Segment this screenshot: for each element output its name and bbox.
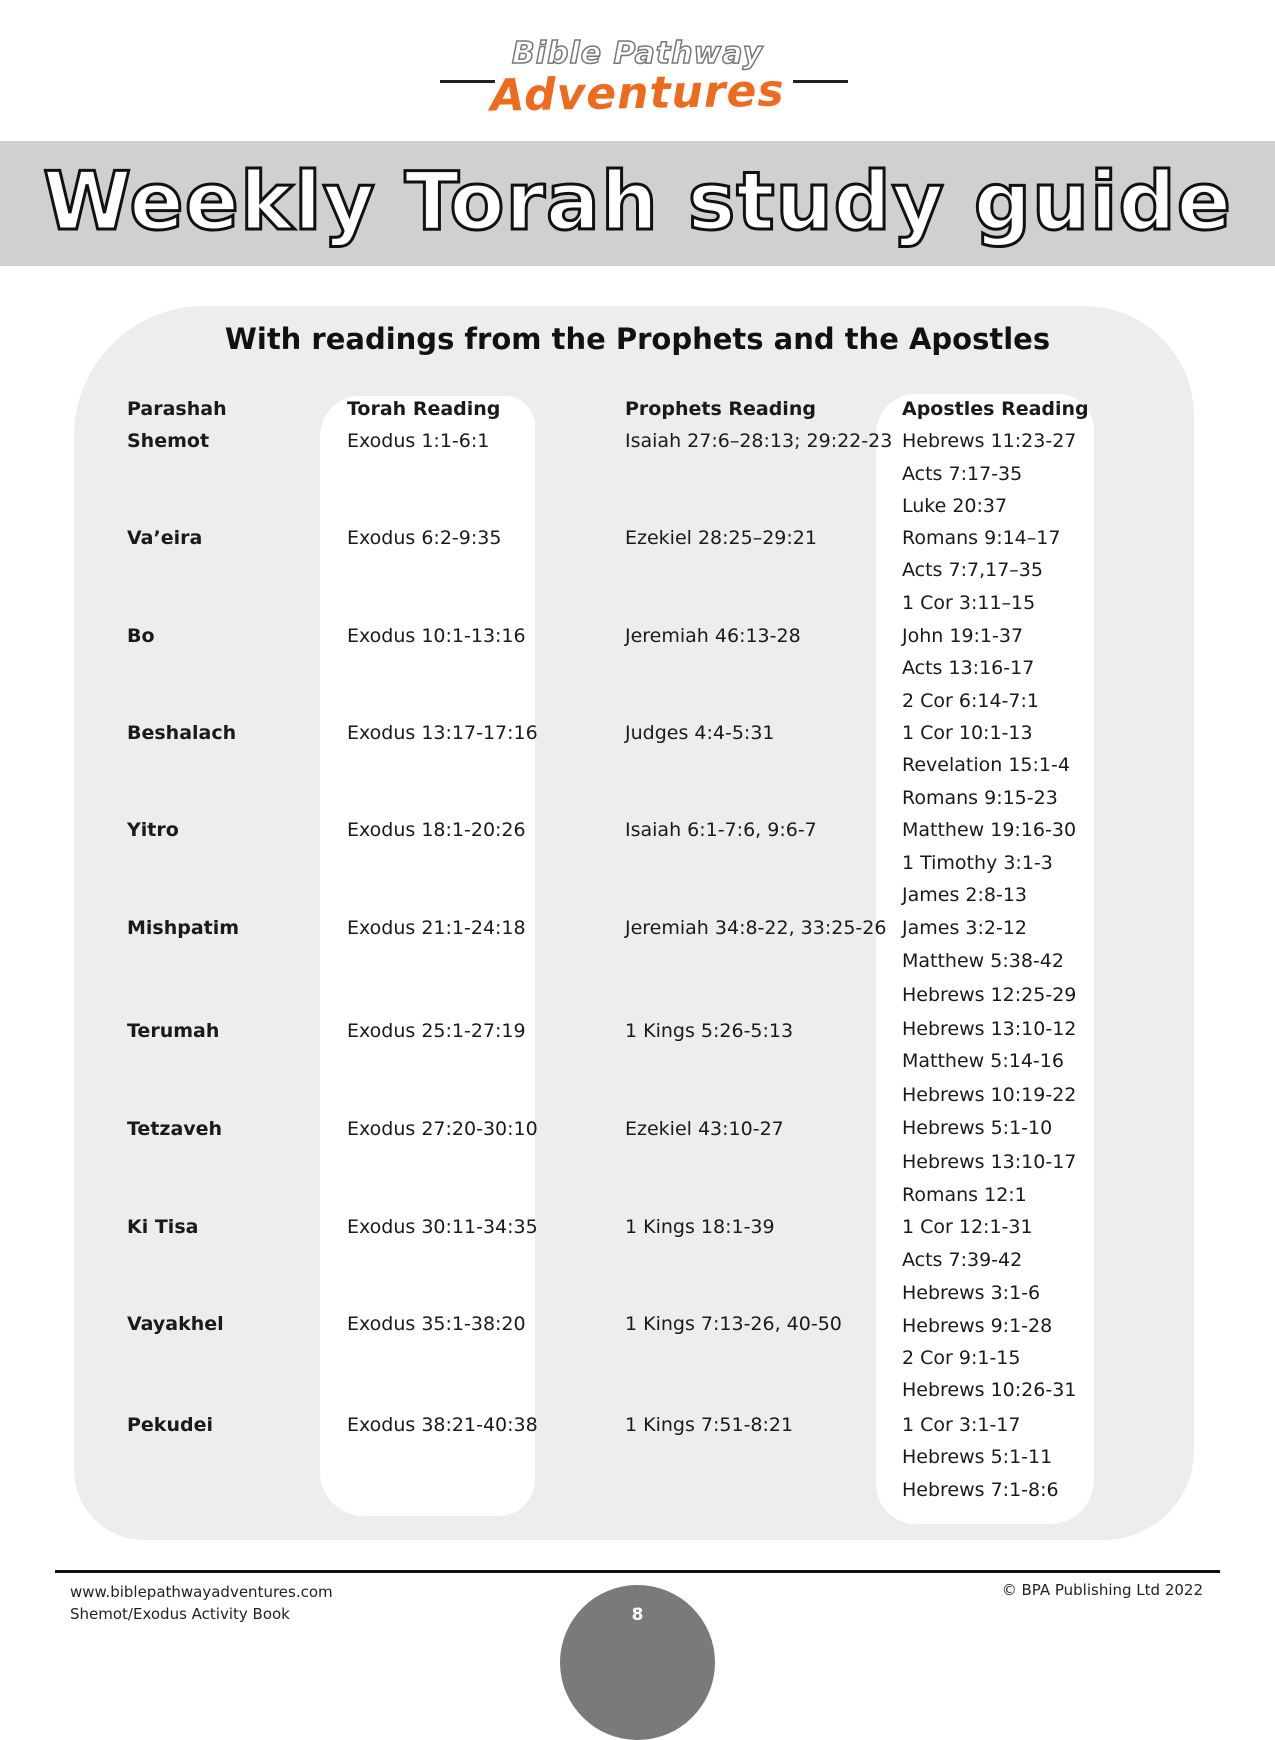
parashah-name: Beshalach bbox=[127, 722, 237, 744]
apostles-reading: James 3:2-12 bbox=[902, 917, 1027, 939]
prophets-reading: 1 Kings 7:51-8:21 bbox=[625, 1414, 794, 1436]
apostles-reading: Revelation 15:1-4 bbox=[902, 754, 1070, 776]
prophets-reading: Ezekiel 28:25–29:21 bbox=[625, 527, 817, 549]
apostles-reading: Hebrews 5:1-10 bbox=[902, 1117, 1053, 1139]
header-torah: Torah Reading bbox=[347, 398, 501, 420]
header-prophets: Prophets Reading bbox=[625, 398, 816, 420]
apostles-reading: Acts 13:16-17 bbox=[902, 657, 1035, 679]
apostles-reading: 1 Timothy 3:1-3 bbox=[902, 852, 1053, 874]
apostles-reading: 2 Cor 6:14-7:1 bbox=[902, 690, 1039, 712]
apostles-reading: 1 Cor 10:1-13 bbox=[902, 722, 1033, 744]
title-banner bbox=[0, 141, 1275, 266]
page-number: 8 bbox=[631, 1605, 644, 1625]
apostles-reading: 1 Cor 12:1-31 bbox=[902, 1216, 1033, 1238]
apostles-reading: 2 Cor 9:1-15 bbox=[902, 1347, 1021, 1369]
torah-reading: Exodus 13:17-17:16 bbox=[347, 722, 538, 744]
apostles-reading: John 19:1-37 bbox=[902, 625, 1024, 647]
parashah-name: Bo bbox=[127, 625, 155, 647]
apostles-reading: Luke 20:37 bbox=[902, 495, 1008, 517]
parashah-name: Tetzaveh bbox=[127, 1118, 223, 1140]
logo-line-2: Adventures bbox=[489, 65, 785, 122]
prophets-reading: Jeremiah 46:13-28 bbox=[625, 625, 801, 647]
footer-copyright: © BPA Publishing Ltd 2022 bbox=[1001, 1581, 1203, 1599]
apostles-reading: Acts 7:17-35 bbox=[902, 463, 1023, 485]
torah-reading: Exodus 30:11-34:35 bbox=[347, 1216, 538, 1238]
torah-column-highlight bbox=[320, 396, 535, 1516]
apostles-reading: James 2:8-13 bbox=[902, 884, 1027, 906]
apostles-reading: Hebrews 3:1-6 bbox=[902, 1282, 1041, 1304]
apostles-reading: Acts 7:39-42 bbox=[902, 1249, 1023, 1271]
parashah-name: Ki Tisa bbox=[127, 1216, 199, 1238]
parashah-name: Vayakhel bbox=[127, 1313, 224, 1335]
apostles-reading: Hebrews 12:25-29 bbox=[902, 984, 1077, 1006]
prophets-reading: Judges 4:4-5:31 bbox=[625, 722, 775, 744]
torah-reading: Exodus 21:1-24:18 bbox=[347, 917, 526, 939]
prophets-reading: 1 Kings 7:13-26, 40-50 bbox=[625, 1313, 842, 1335]
apostles-reading: Matthew 19:16-30 bbox=[902, 819, 1077, 841]
torah-reading: Exodus 25:1-27:19 bbox=[347, 1020, 526, 1042]
torah-reading: Exodus 27:20-30:10 bbox=[347, 1118, 538, 1140]
prophets-reading: Isaiah 27:6–28:13; 29:22-23 bbox=[625, 430, 893, 452]
parashah-name: Pekudei bbox=[127, 1414, 213, 1436]
parashah-name: Yitro bbox=[127, 819, 179, 841]
prophets-reading: Ezekiel 43:10-27 bbox=[625, 1118, 784, 1140]
torah-reading: Exodus 1:1-6:1 bbox=[347, 430, 490, 452]
apostles-reading: Romans 9:15-23 bbox=[902, 787, 1058, 809]
apostles-reading: Hebrews 11:23-27 bbox=[902, 430, 1077, 452]
apostles-reading: Hebrews 7:1-8:6 bbox=[902, 1479, 1059, 1501]
footer-divider bbox=[55, 1570, 1220, 1573]
apostles-reading: 1 Cor 3:11–15 bbox=[902, 592, 1036, 614]
apostles-reading: Hebrews 13:10-17 bbox=[902, 1151, 1077, 1173]
footer-left bbox=[70, 1581, 333, 1625]
apostles-reading: Hebrews 10:26-31 bbox=[902, 1379, 1077, 1401]
parashah-name: Terumah bbox=[127, 1020, 220, 1042]
subtitle: With readings from the Prophets and the Apostles bbox=[224, 322, 1051, 356]
apostles-reading: Romans 12:1 bbox=[902, 1184, 1027, 1206]
torah-reading: Exodus 6:2-9:35 bbox=[347, 527, 502, 549]
apostles-reading: Hebrews 13:10-12 bbox=[902, 1018, 1077, 1040]
page-title: Weekly Torah study guide bbox=[43, 155, 1232, 248]
parashah-name: Shemot bbox=[127, 430, 210, 452]
apostles-reading: Hebrews 10:19-22 bbox=[902, 1084, 1077, 1106]
footer-book-title: Shemot/Exodus Activity Book bbox=[70, 1605, 290, 1623]
logo-rule-right bbox=[793, 80, 848, 83]
prophets-reading: Isaiah 6:1-7:6, 9:6-7 bbox=[625, 819, 817, 841]
apostles-reading: Matthew 5:14-16 bbox=[902, 1050, 1064, 1072]
torah-reading: Exodus 38:21-40:38 bbox=[347, 1414, 538, 1436]
logo-line-1: Bible Pathway bbox=[511, 36, 764, 71]
apostles-reading: Matthew 5:38-42 bbox=[902, 950, 1064, 972]
apostles-reading: Romans 9:14–17 bbox=[902, 527, 1061, 549]
apostles-reading: Acts 7:7,17–35 bbox=[902, 559, 1043, 581]
apostles-reading: Hebrews 9:1-28 bbox=[902, 1315, 1053, 1337]
parashah-name: Va’eira bbox=[127, 527, 203, 549]
header-parashah: Parashah bbox=[127, 398, 227, 420]
apostles-reading: Hebrews 5:1-11 bbox=[902, 1446, 1053, 1468]
torah-reading: Exodus 10:1-13:16 bbox=[347, 625, 526, 647]
prophets-reading: 1 Kings 5:26-5:13 bbox=[625, 1020, 794, 1042]
header-apostles: Apostles Reading bbox=[902, 398, 1089, 420]
prophets-reading: 1 Kings 18:1-39 bbox=[625, 1216, 775, 1238]
parashah-name: Mishpatim bbox=[127, 917, 240, 939]
torah-reading: Exodus 18:1-20:26 bbox=[347, 819, 526, 841]
torah-reading: Exodus 35:1-38:20 bbox=[347, 1313, 526, 1335]
prophets-reading: Jeremiah 34:8-22, 33:25-26 bbox=[625, 917, 887, 939]
apostles-reading: 1 Cor 3:1-17 bbox=[902, 1414, 1021, 1436]
brand-logo bbox=[0, 28, 1275, 128]
footer-website[interactable]: www.biblepathwayadventures.com bbox=[70, 1583, 333, 1601]
